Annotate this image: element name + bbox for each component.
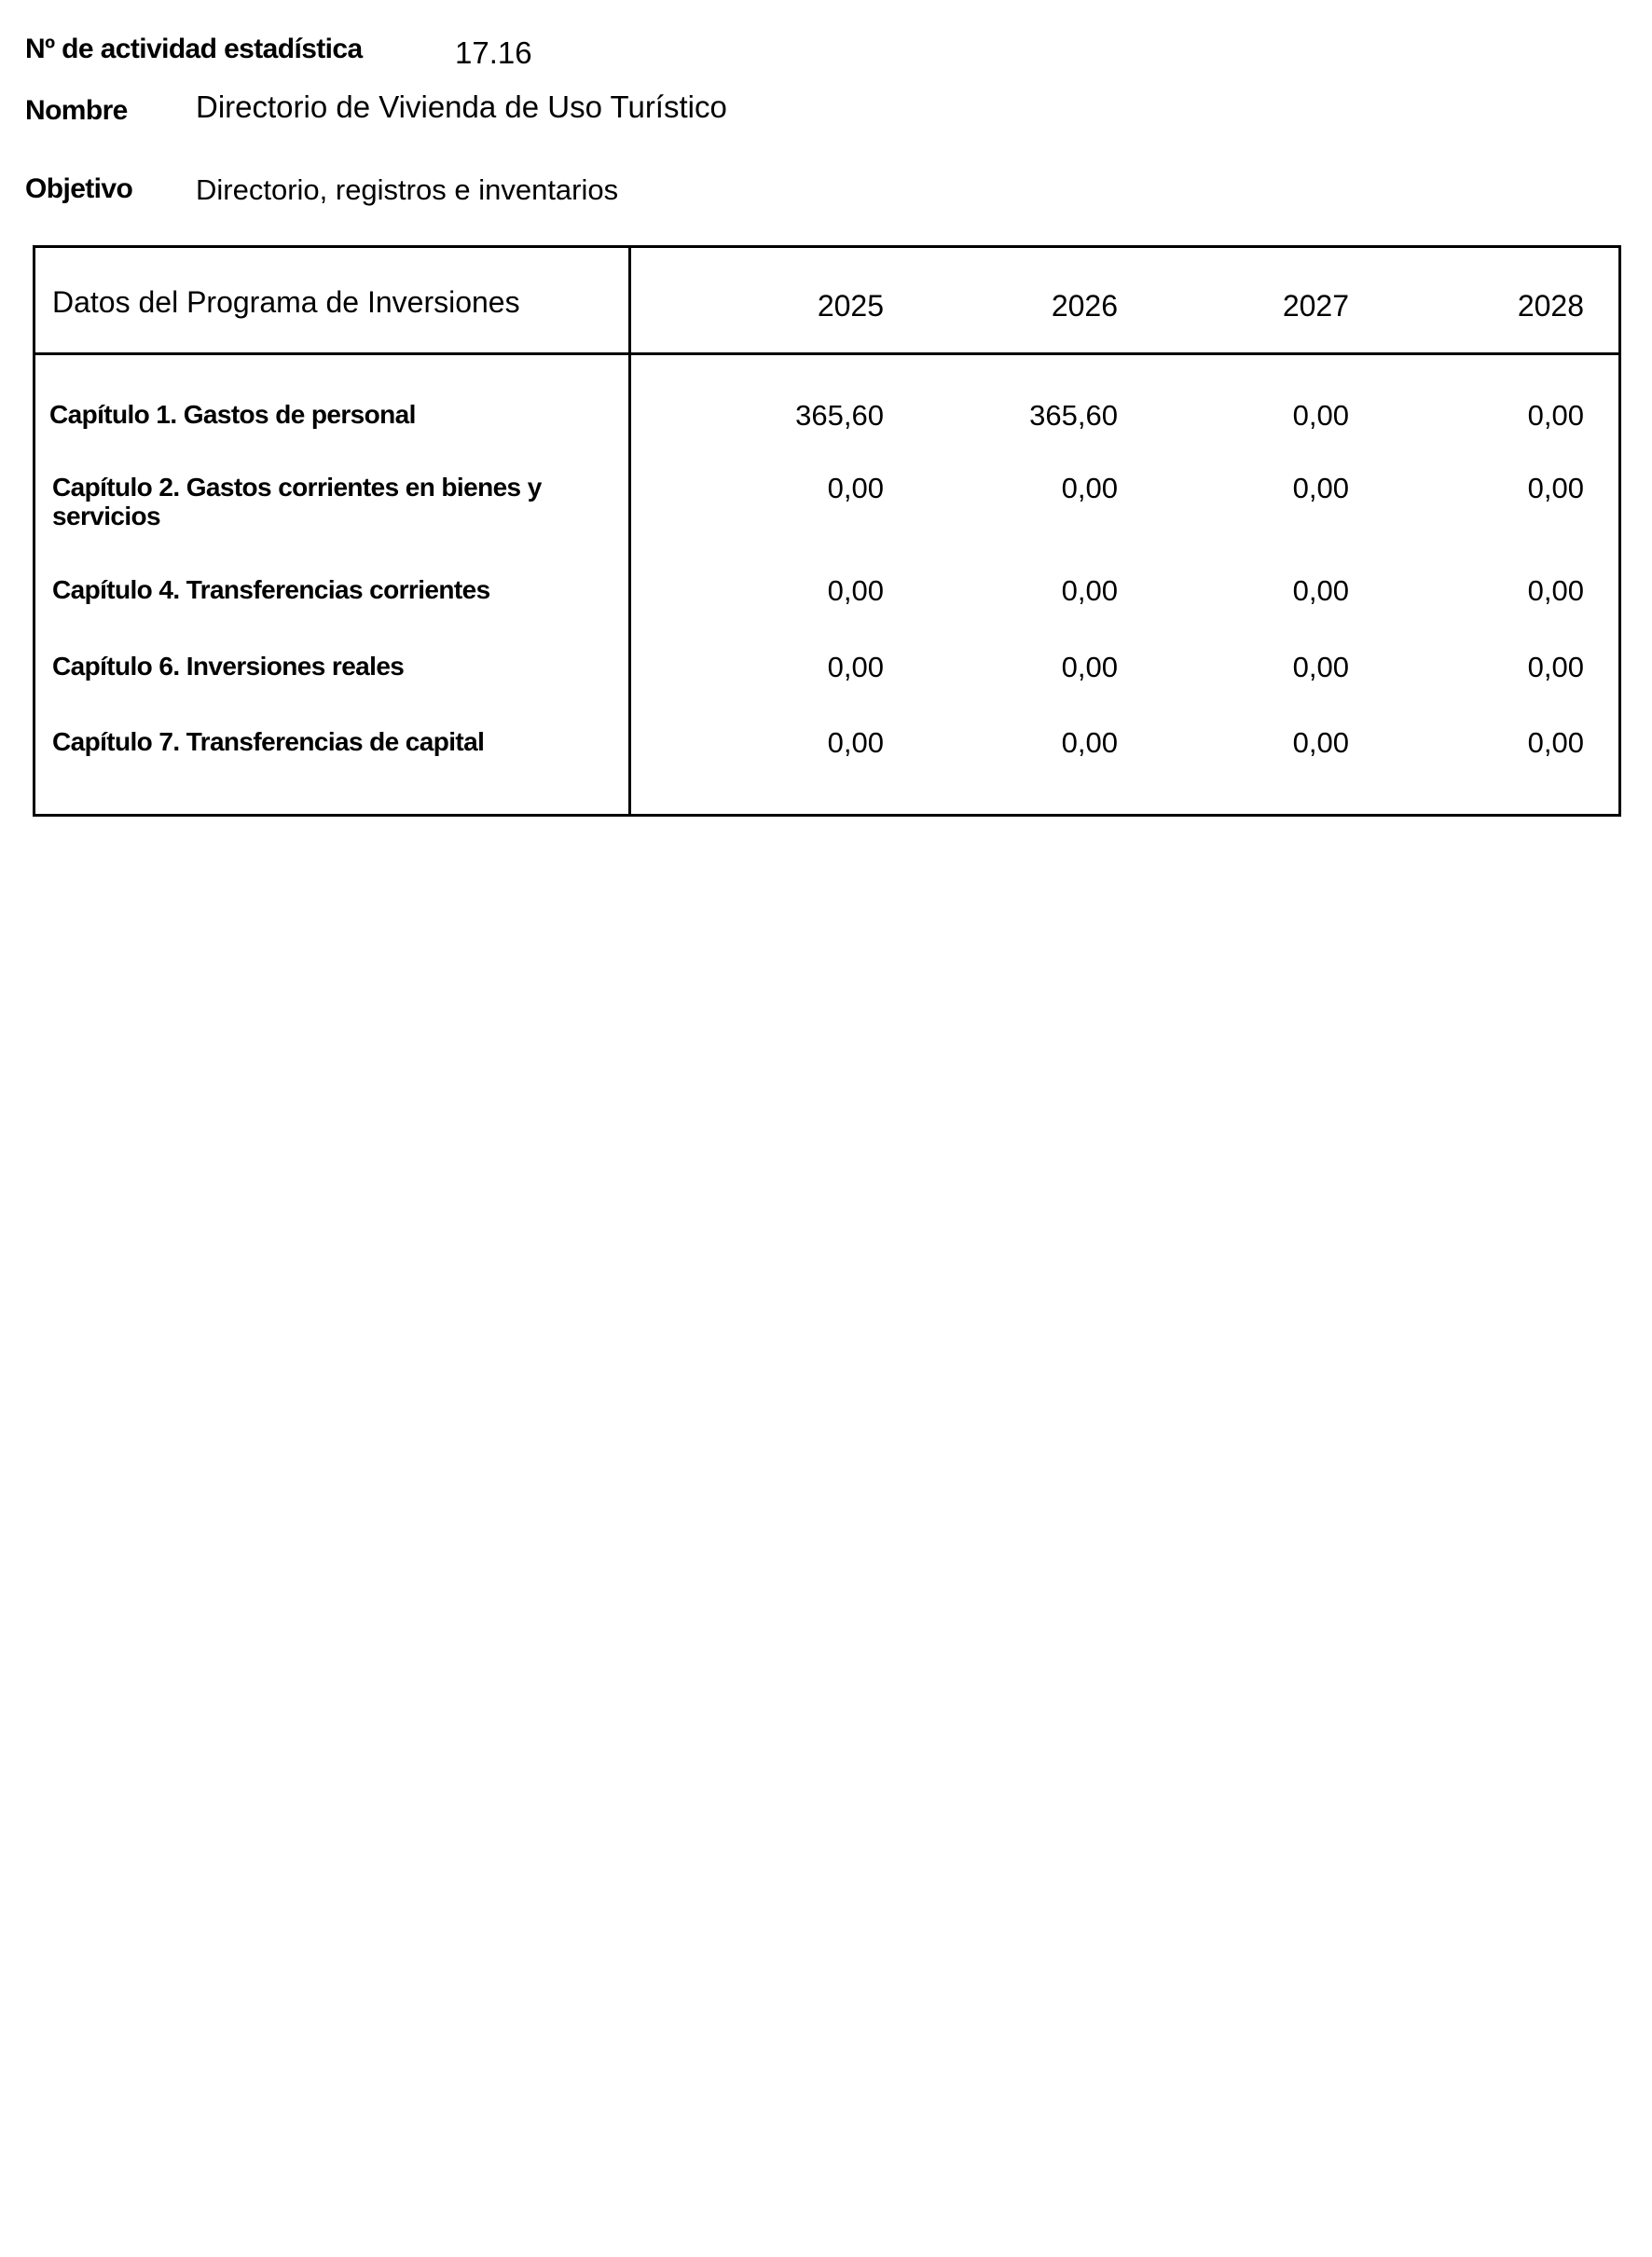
- year-header: 2027: [1282, 289, 1349, 323]
- table-row-label: Capítulo 2. Gastos corrientes en bienes y servicios: [52, 473, 542, 530]
- table-cell: 0,00: [827, 726, 884, 759]
- table-cell: 365,60: [1029, 399, 1118, 432]
- table-cell: 0,00: [1292, 651, 1349, 683]
- table-header-divider: [35, 352, 1618, 355]
- table-row-label: Capítulo 4. Transferencias corrientes: [52, 575, 490, 604]
- table-row-label: Capítulo 7. Transferencias de capital: [52, 727, 485, 756]
- table-cell: 0,00: [1527, 651, 1584, 683]
- table-cell: 0,00: [1527, 472, 1584, 504]
- table-cell: 0,00: [1292, 399, 1349, 432]
- table-row-label: Capítulo 6. Inversiones reales: [52, 652, 405, 681]
- investment-table: [33, 245, 1621, 817]
- table-column-divider: [628, 248, 631, 814]
- table-cell: 0,00: [1061, 472, 1118, 504]
- table-cell: 0,00: [827, 472, 884, 504]
- table-cell: 0,00: [827, 651, 884, 683]
- name-value: Directorio de Vivienda de Uso Turístico: [196, 89, 727, 124]
- objective-value: Directorio, registros e inventarios: [196, 173, 619, 206]
- year-header: 2025: [817, 289, 884, 323]
- table-header-label: Datos del Programa de Inversiones: [52, 285, 520, 319]
- table-cell: 0,00: [1527, 399, 1584, 432]
- table-cell: 0,00: [1292, 574, 1349, 607]
- table-cell: 0,00: [1527, 726, 1584, 759]
- table-cell: 0,00: [1061, 651, 1118, 683]
- table-cell: 0,00: [1527, 574, 1584, 607]
- table-cell: 0,00: [1061, 726, 1118, 759]
- table-cell: 365,60: [795, 399, 884, 432]
- table-cell: 0,00: [1292, 726, 1349, 759]
- activity-number-label: Nº de actividad estadística: [25, 34, 363, 64]
- table-cell: 0,00: [1292, 472, 1349, 504]
- year-header: 2028: [1517, 289, 1584, 323]
- activity-number-value: 17.16: [455, 35, 532, 70]
- table-cell: 0,00: [1061, 574, 1118, 607]
- name-label: Nombre: [25, 95, 128, 126]
- year-header: 2026: [1051, 289, 1118, 323]
- table-cell: 0,00: [827, 574, 884, 607]
- table-row-label: Capítulo 1. Gastos de personal: [49, 400, 416, 429]
- objective-label: Objetivo: [25, 173, 133, 204]
